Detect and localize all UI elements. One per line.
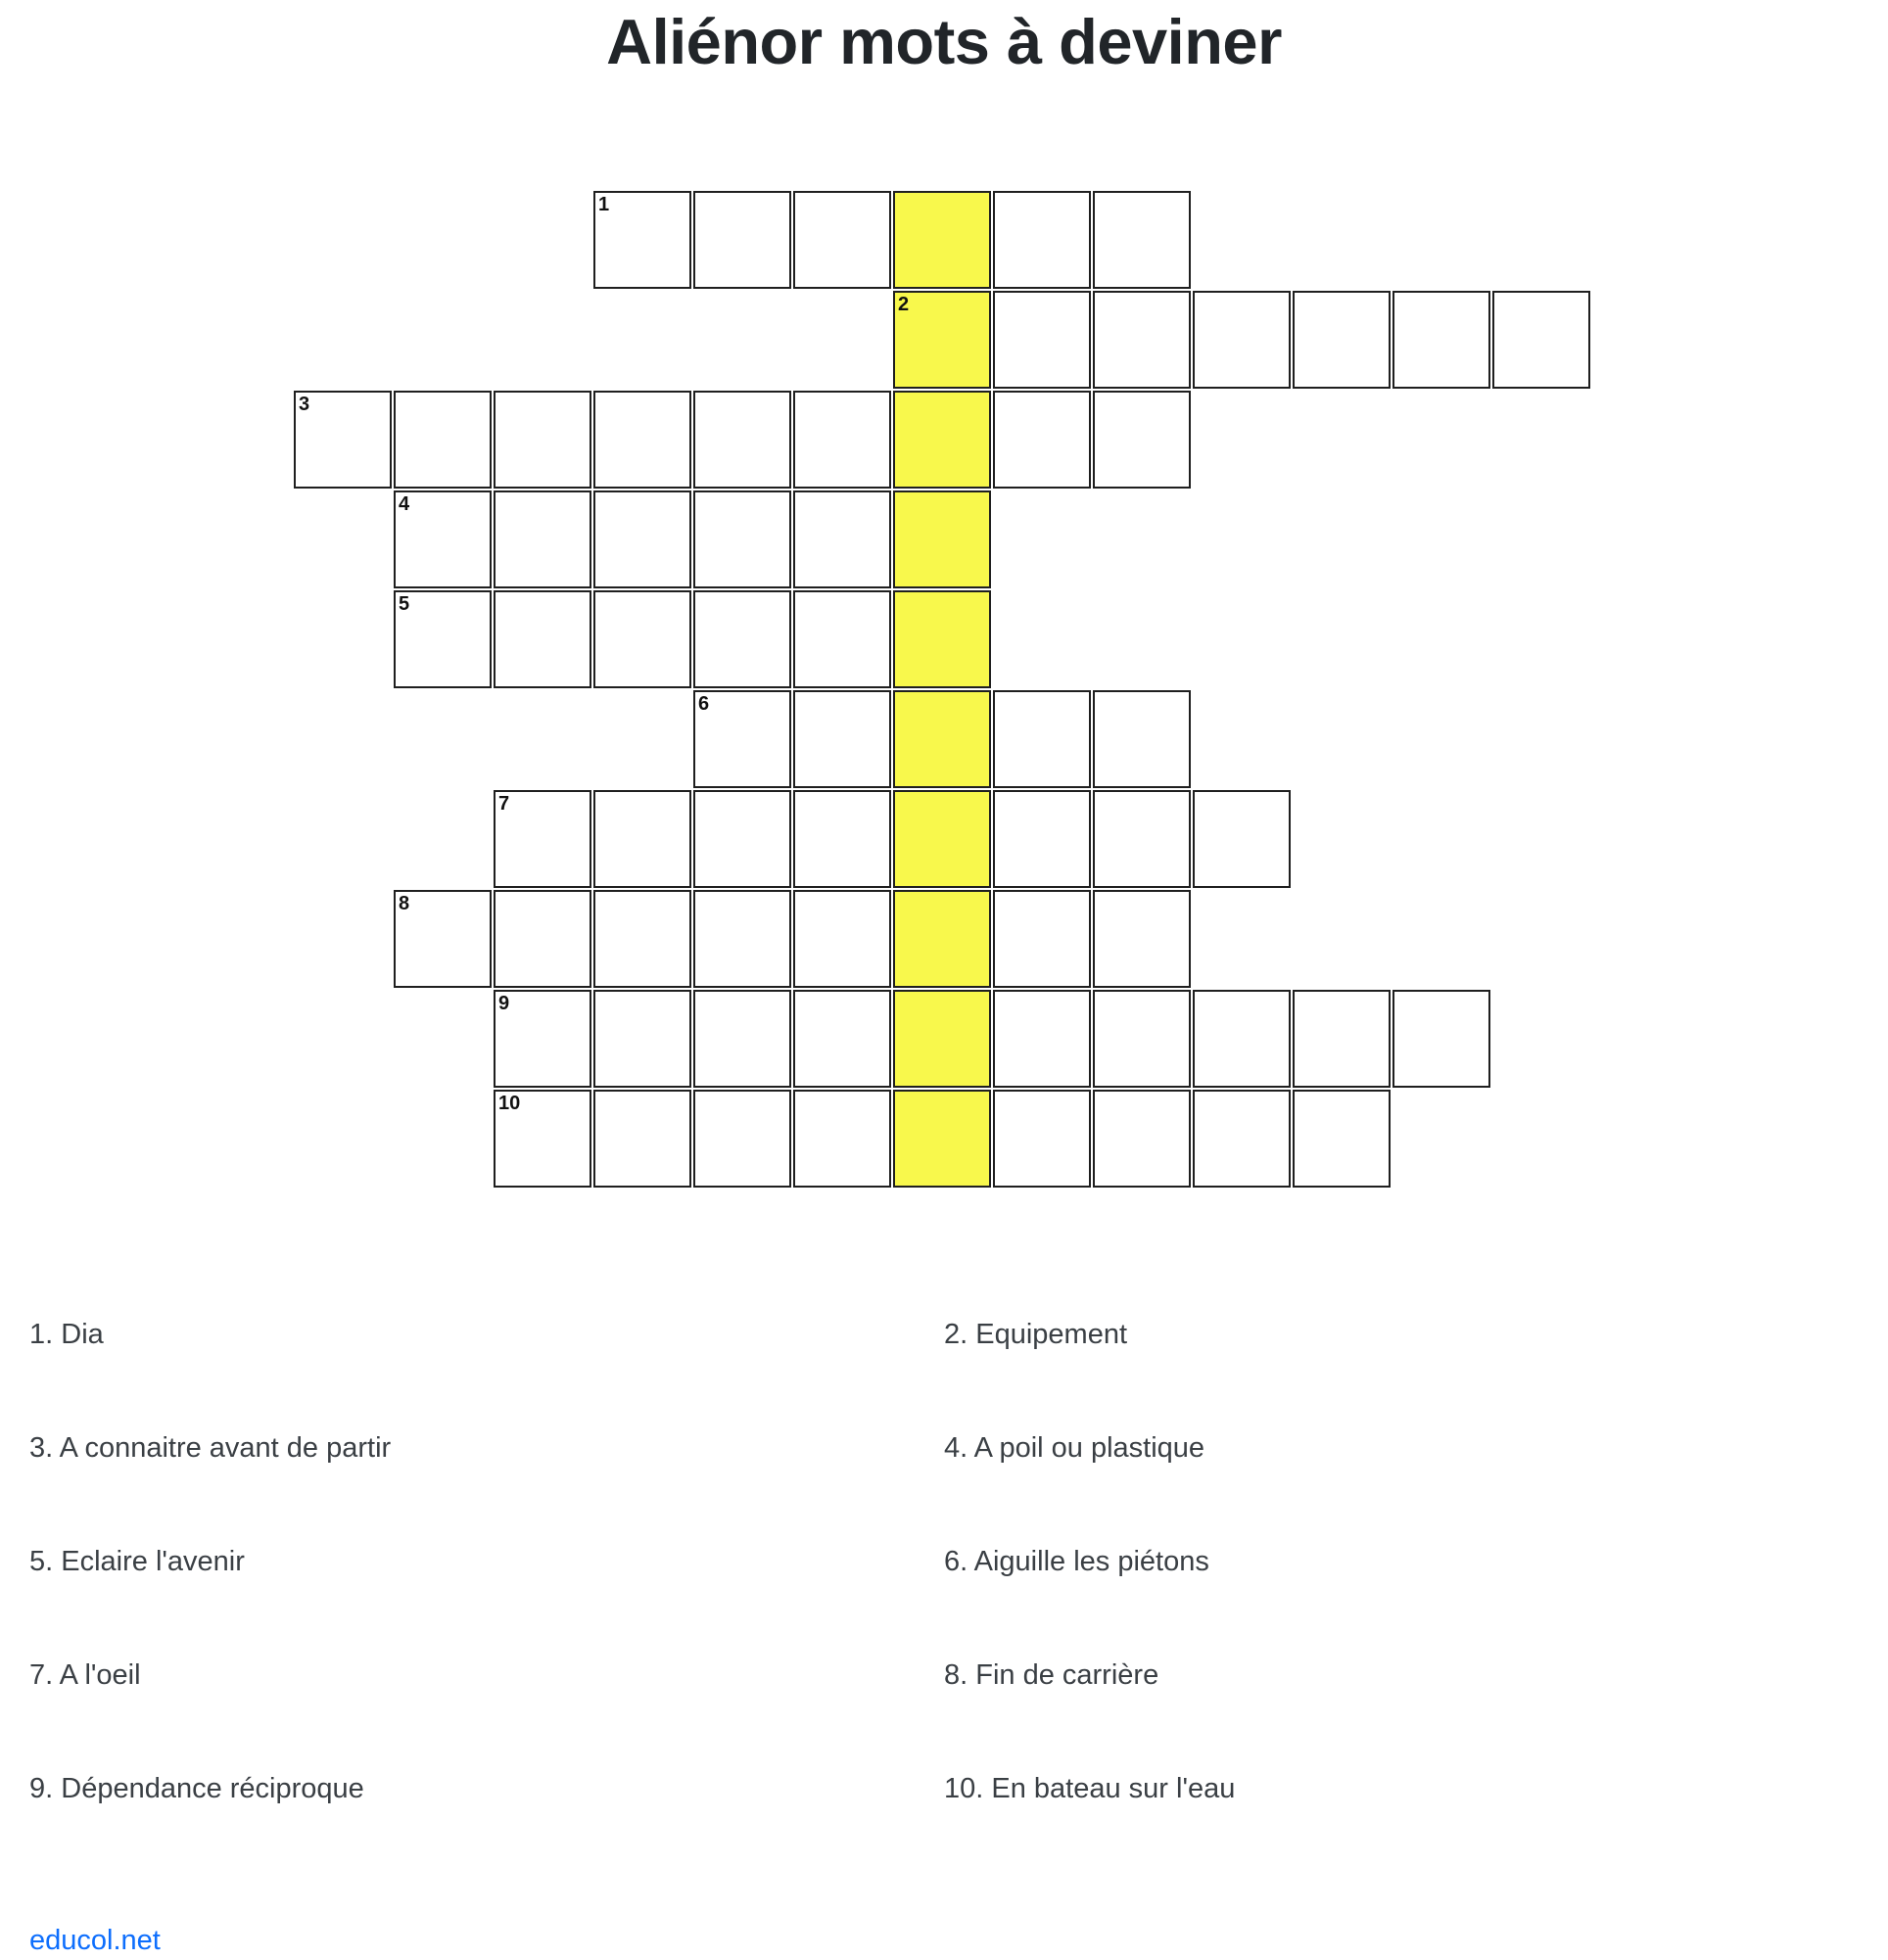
clue-number-label: 5	[399, 593, 410, 615]
clue-number-label: 6	[698, 693, 710, 715]
clue-7: 7. A l'oeil	[29, 1659, 141, 1691]
clue-1: 1. Dia	[29, 1319, 104, 1350]
clue-5: 5. Eclaire l'avenir	[29, 1546, 245, 1577]
educol-link[interactable]: educol.net	[29, 1925, 161, 1956]
clue-10: 10. En bateau sur l'eau	[944, 1773, 1236, 1804]
page-title: Aliénor mots à deviner	[606, 6, 1282, 77]
clue-number-label: 10	[498, 1093, 521, 1114]
clue-6: 6. Aiguille les piétons	[944, 1546, 1209, 1577]
clue-8: 8. Fin de carrière	[944, 1659, 1159, 1691]
clue-number-label: 4	[399, 493, 410, 515]
clue-number-label: 7	[498, 793, 510, 815]
clue-9: 9. Dépendance réciproque	[29, 1773, 364, 1804]
clue-4: 4. A poil ou plastique	[944, 1432, 1205, 1464]
clue-number-label: 8	[399, 893, 410, 914]
clue-number-label: 3	[299, 394, 310, 415]
clue-number-label: 2	[898, 294, 910, 315]
clue-3: 3. A connaitre avant de partir	[29, 1432, 392, 1464]
clue-2: 2. Equipement	[944, 1319, 1128, 1350]
clue-number-label: 1	[598, 194, 610, 215]
clue-number-label: 9	[498, 993, 510, 1014]
